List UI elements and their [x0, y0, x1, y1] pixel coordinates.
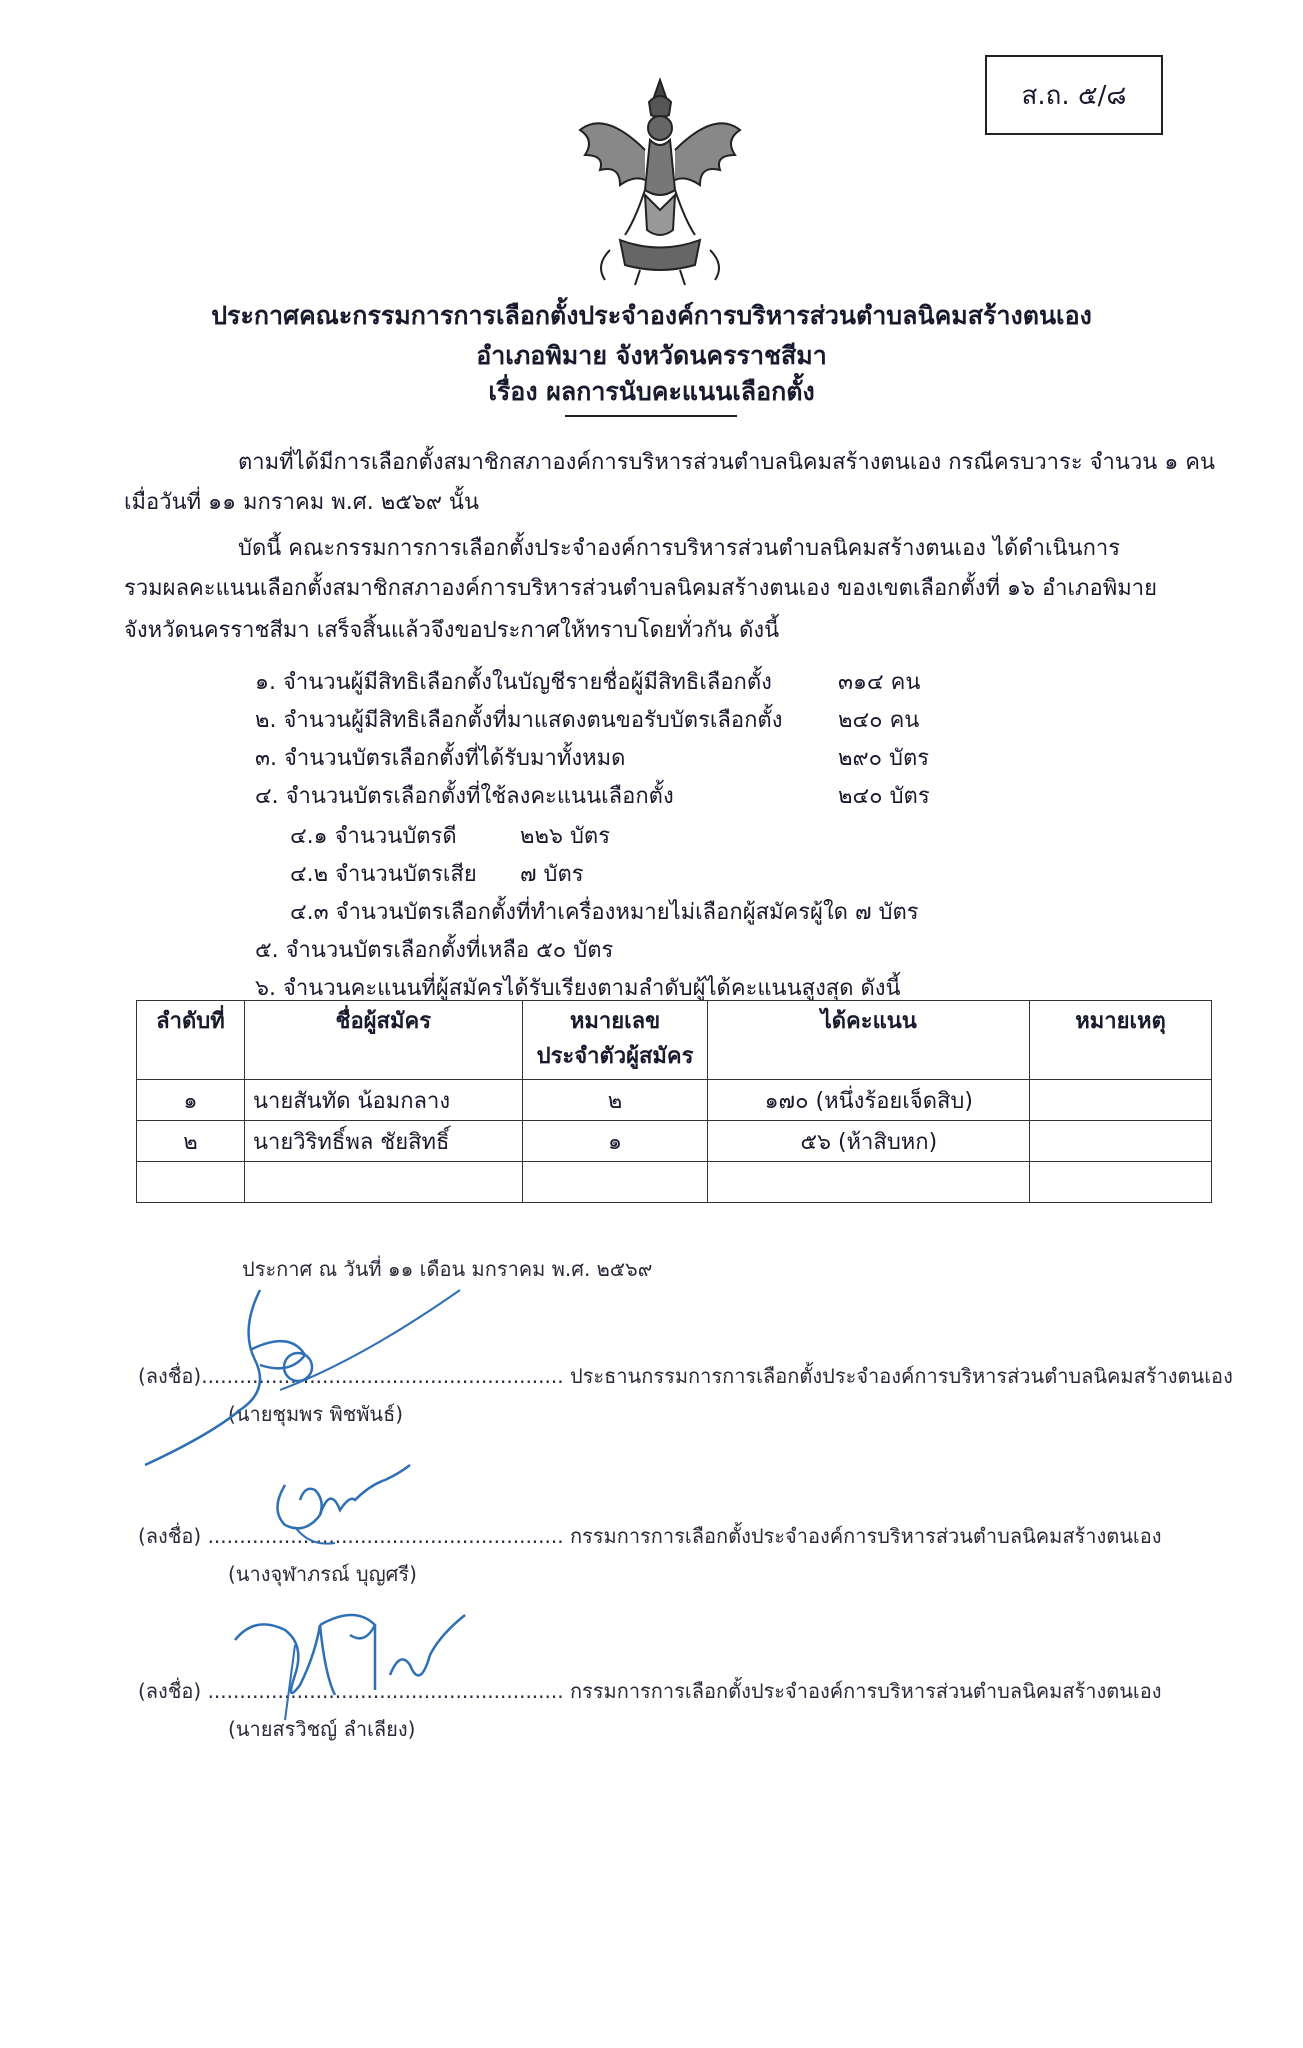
item-2-value: ๒๔๐ คน	[838, 708, 920, 733]
item-3-value: ๒๙๐ บัตร	[838, 746, 930, 771]
title-line-2: อำเภอพิมาย จังหวัดนครราชสีมา	[476, 341, 827, 370]
table-header-row	[137, 1001, 1212, 1080]
header-number-line2: ประจำตัวผู้สมัคร	[536, 1044, 694, 1069]
item-4-2-label: ๔.๒ จำนวนบัตรเสีย	[290, 862, 477, 887]
signature-1-name: (นายชุมพร พิชพันธ์)	[228, 1402, 404, 1426]
para2-line3: จังหวัดนครราชสีมา เสร็จสิ้นแล้วจึงขอประกาศให้ทราบโดยทั่วกัน ดังนี้	[124, 618, 780, 643]
signature-3-line: (ลงชื่อ) ........................................................ กรรมการการเลือกตั้งประจำองค์การบริหารส่วนตำบลนิคมสร้างตนเอง	[138, 1679, 1162, 1703]
cell-rank	[137, 1162, 245, 1203]
para2-line2: รวมผลคะแนนเลือกตั้งสมาชิกสภาองค์การบริหารส่วนตำบลนิคมสร้างตนเอง ของเขตเลือกตั้งที่ ๑๖ อำเภอพิมาย	[124, 576, 1158, 601]
header-number-line1: หมายเลข	[569, 1009, 661, 1034]
cell-votes: ๕๖ (ห้าสิบหก)	[708, 1121, 1030, 1162]
item-4-label: ๔. จำนวนบัตรเลือกตั้งที่ใช้ลงคะแนนเลือกตั้ง	[255, 784, 674, 809]
title-line-1: ประกาศคณะกรรมการการเลือกตั้งประจำองค์การบริหารส่วนตำบลนิคมสร้างตนเอง	[211, 301, 1092, 330]
para1-line1: ตามที่ได้มีการเลือกตั้งสมาชิกสภาองค์การบริหารส่วนตำบลนิคมสร้างตนเอง กรณีครบวาระ จำนวน ๑ คน	[238, 450, 1216, 475]
item-4-1-label: ๔.๑ จำนวนบัตรดี	[290, 824, 457, 849]
cell-number: ๑	[522, 1121, 708, 1162]
announcement-date: ประกาศ ณ วันที่ ๑๑ เดือน มกราคม พ.ศ. ๒๕๖๙	[242, 1257, 653, 1281]
cell-name: นายวิริทธิ์พล ชัยสิทธิ์	[244, 1121, 522, 1162]
cell-remark	[1030, 1121, 1212, 1162]
garuda-emblem-icon	[565, 70, 755, 290]
item-1-value: ๓๑๔ คน	[838, 670, 921, 695]
para1-line2: เมื่อวันที่ ๑๑ มกราคม พ.ศ. ๒๕๖๙ นั้น	[124, 490, 479, 515]
item-6: ๖. จำนวนคะแนนที่ผู้สมัครได้รับเรียงตามลำดับผู้ได้คะแนนสูงสุด ดังนี้	[255, 976, 901, 1001]
cell-remark	[1030, 1080, 1212, 1121]
cell-rank: ๒	[137, 1121, 245, 1162]
header-remark: หมายเหตุ	[1030, 1001, 1212, 1080]
cell-name: นายสันทัด น้อมกลาง	[244, 1080, 522, 1121]
signature-3-mark-icon	[225, 1595, 475, 1725]
item-4-value: ๒๔๐ บัตร	[838, 784, 930, 809]
signature-2-mark-icon	[265, 1455, 415, 1550]
table-row	[137, 1121, 1212, 1162]
cell-votes	[708, 1162, 1030, 1203]
item-4-1-value: ๒๒๖ บัตร	[520, 824, 611, 849]
header-number	[522, 1001, 708, 1080]
cell-rank: ๑	[137, 1080, 245, 1121]
title-underline	[565, 415, 737, 417]
signature-3-name: (นายสรวิชญ์ ลำเลียง)	[228, 1717, 416, 1741]
item-2-label: ๒. จำนวนผู้มีสิทธิเลือกตั้งที่มาแสดงตนขอรับบัตรเลือกตั้ง	[255, 708, 783, 733]
cell-number	[522, 1162, 708, 1203]
para2-line1: บัดนี้ คณะกรรมการการเลือกตั้งประจำองค์การบริหารส่วนตำบลนิคมสร้างตนเอง ได้ดำเนินการ	[238, 536, 1121, 561]
item-5: ๕. จำนวนบัตรเลือกตั้งที่เหลือ ๕๐ บัตร	[255, 938, 614, 963]
item-1-label: ๑. จำนวนผู้มีสิทธิเลือกตั้งในบัญชีรายชื่อผู้มีสิทธิเลือกตั้ง	[255, 670, 772, 695]
cell-remark	[1030, 1162, 1212, 1203]
table-row	[137, 1080, 1212, 1121]
header-votes: ได้คะแนน	[708, 1001, 1030, 1080]
cell-votes: ๑๗๐ (หนึ่งร้อยเจ็ดสิบ)	[708, 1080, 1030, 1121]
item-4-3: ๔.๓ จำนวนบัตรเลือกตั้งที่ทำเครื่องหมายไม่เลือกผู้สมัครผู้ใด ๗ บัตร	[290, 900, 919, 925]
signature-1-mark-icon	[140, 1270, 470, 1470]
signature-1-line: (ลงชื่อ)......................................................... ประธานกรรมการการเลือกตั้งประจำองค์การบริหารส่วนตำบลนิคมสร้างตนเอง	[138, 1364, 1233, 1388]
cell-number: ๒	[522, 1080, 708, 1121]
cell-name	[244, 1162, 522, 1203]
item-3-label: ๓. จำนวนบัตรเลือกตั้งที่ได้รับมาทั้งหมด	[255, 746, 626, 771]
results-table	[136, 1000, 1212, 1203]
form-code-text: ส.ถ. ๕/๘	[1021, 80, 1127, 111]
header-rank: ลำดับที่	[137, 1001, 245, 1080]
form-code-box	[985, 55, 1163, 135]
item-4-2-value: ๗ บัตร	[520, 862, 584, 887]
title-line-3: เรื่อง ผลการนับคะแนนเลือกตั้ง	[488, 377, 815, 406]
header-name: ชื่อผู้สมัคร	[244, 1001, 522, 1080]
table-row	[137, 1162, 1212, 1203]
signature-2-line: (ลงชื่อ) ........................................................ กรรมการการเลือกตั้งประจำองค์การบริหารส่วนตำบลนิคมสร้างตนเอง	[138, 1524, 1162, 1548]
signature-2-name: (นางจุฬาภรณ์ บุญศรี)	[228, 1562, 417, 1586]
